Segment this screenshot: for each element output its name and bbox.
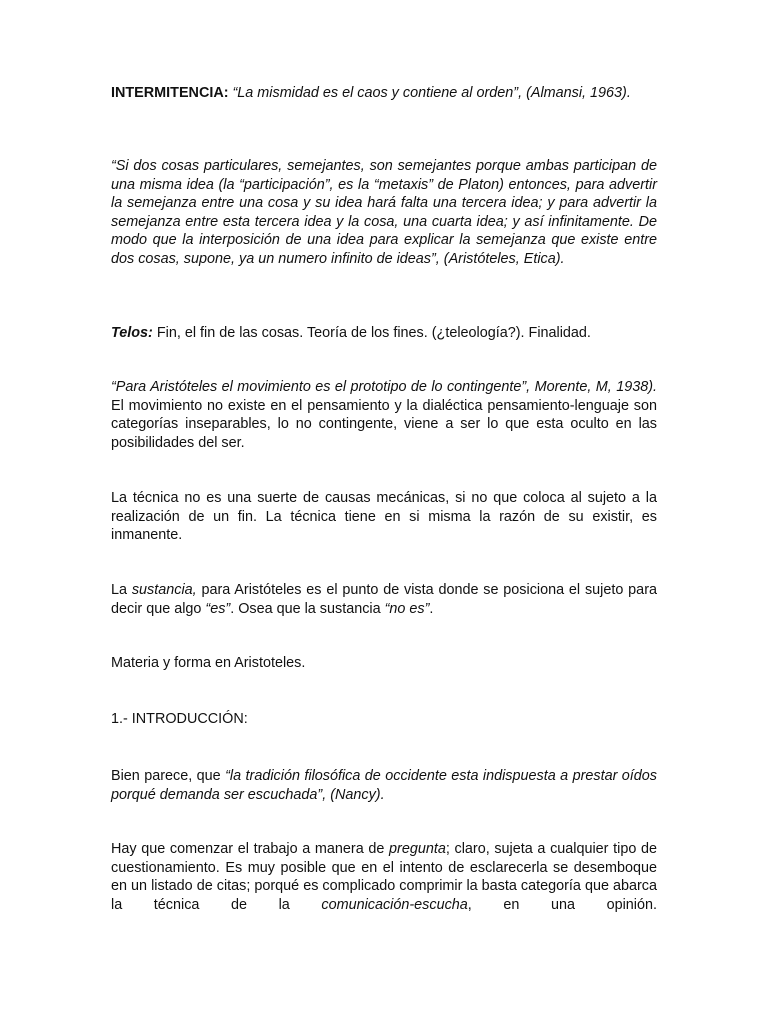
aristotle-quote-paragraph — [111, 157, 657, 268]
movimiento-quote: “Para Aristóteles el movimiento es el prototipo de lo contingente”, Morente, M, 1938). — [111, 379, 657, 395]
sustancia-middle: para Aristóteles es el punto de vista donde se posiciona el sujeto para decir que algo — [111, 582, 657, 617]
sustancia-es: “es” — [205, 600, 231, 617]
sustancia-mid2: . Osea que la sustancia — [230, 600, 385, 617]
hay-que-comunicacion: comunicación-escucha — [321, 896, 468, 913]
telos-paragraph — [111, 324, 657, 343]
intermitencia-quote: “La mismidad es el caos y contiene al orden”, (Almansi, 1963). — [228, 85, 631, 101]
hay-que-p3: , en una opinión. — [467, 896, 657, 913]
introduccion-heading-text: 1.- INTRODUCCIÓN: — [111, 711, 248, 727]
intermitencia-heading: INTERMITENCIA: — [111, 85, 229, 101]
sustancia-term: sustancia, — [131, 582, 197, 598]
movimiento-paragraph — [111, 378, 657, 452]
aristotle-quote-text: “Si dos cosas particulares, semejantes, son semejantes porque ambas participan de una misma idea (la “participación”, es la “metaxis” de Platon) entonces, para advertir la semejanza entre una cosa y su idea hará falta una tercera idea; y para advertir la semejanza entre esta tercera idea y la cosa, una cuarta idea; y así infinitamente. De modo que la interposición de una idea para explicar la semejanza que existe entre dos cosas, supone, ya un numero infinito de ideas”, (Aristóteles, Etica). — [111, 158, 657, 267]
intermitencia-paragraph — [111, 84, 657, 103]
materia-paragraph — [111, 654, 657, 673]
sustancia-paragraph — [111, 581, 657, 618]
sustancia-no-es: “no es” — [384, 600, 430, 617]
hay-que-pregunta: pregunta — [389, 841, 446, 857]
tecnica-paragraph — [111, 489, 657, 545]
bien-parece-quote: “la tradición filosófica de occidente esta indispuesta a prestar oídos porqué demanda ser escuchada”, (Nancy). — [111, 768, 658, 803]
hay-que-paragraph — [111, 840, 657, 914]
movimiento-text: El movimiento no existe en el pensamiento y la dialéctica pensamiento-lenguaje son categorías inseparables, lo no contingente, viene a ser lo que esta oculto en las posibilidades del ser. — [111, 397, 657, 451]
tecnica-text: La técnica no es una suerte de causas mecánicas, si no que coloca al sujeto a la realización de un fin. La técnica tiene en si misma la razón de su existir, es inmanente. — [111, 490, 657, 543]
hay-que-p1: Hay que comenzar el trabajo a manera de — [111, 841, 390, 857]
telos-definition: Fin, el fin de las cosas. Teoría de los fines. (¿teleología?). Finalidad. — [152, 325, 591, 341]
sustancia-end: . — [429, 600, 434, 617]
materia-text: Materia y forma en Aristoteles. — [111, 655, 306, 671]
introduccion-heading — [111, 710, 657, 729]
bien-parece-paragraph — [111, 767, 657, 804]
telos-term: Telos: — [111, 325, 153, 341]
hay-que-p2: ; claro, sujeta a cualquier tipo de cuestionamiento. Es muy posible que en el intento de esclarecerla se desemboque en un listado de citas; porqué es complicado comprimir la basta categoría que abarca la técnica de la — [111, 841, 657, 913]
bien-parece-lead: Bien parece, que — [111, 768, 226, 784]
sustancia-lead: La — [111, 582, 132, 598]
